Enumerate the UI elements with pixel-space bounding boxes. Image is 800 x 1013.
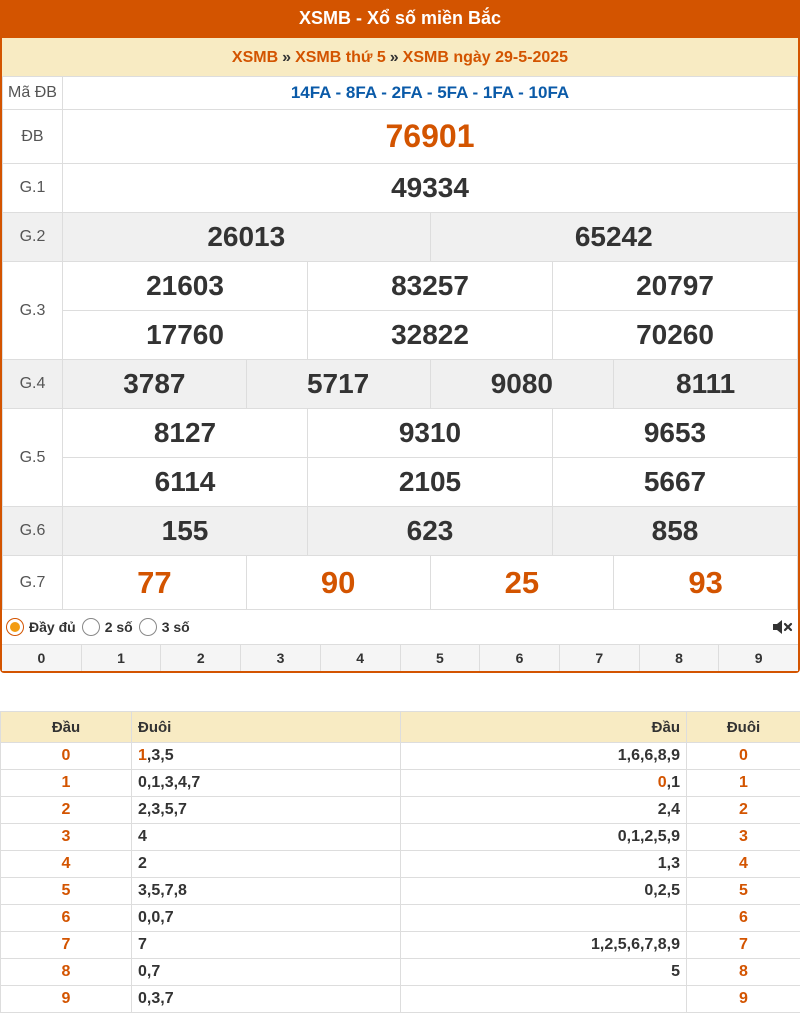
- breadcrumb-sep: »: [282, 49, 292, 66]
- prize-g5-number: 9653: [553, 409, 798, 458]
- display-options: [2, 610, 798, 644]
- loto-head-tail-table: [0, 711, 800, 1013]
- prize-g1-number: 49334: [63, 164, 798, 213]
- result-title: XSMB - Xổ số miền Bắc: [2, 0, 798, 38]
- table-row: [1, 932, 800, 959]
- prize-g4-number: 9080: [430, 360, 614, 409]
- head-digit: 0: [1, 743, 132, 770]
- breadcrumb-xsmb-date[interactable]: XSMB ngày 29-5-2025: [402, 49, 569, 66]
- prize-g7-number: 25: [430, 556, 614, 610]
- mute-icon[interactable]: [770, 615, 794, 639]
- option-full-label: Đầy đủ: [29, 619, 76, 635]
- result-table: [2, 76, 798, 610]
- head-values: [401, 797, 687, 824]
- head-values: [401, 770, 687, 797]
- table-row: [1, 878, 800, 905]
- table-row: [1, 743, 800, 770]
- prize-g3-number: 20797: [553, 262, 798, 311]
- prize-g5-number: 2105: [308, 458, 553, 507]
- tail-digit: 1: [687, 770, 800, 797]
- prize-g6-number: 623: [308, 507, 553, 556]
- tail-list: 0,7: [138, 963, 161, 980]
- digit-filter-8[interactable]: 8: [640, 645, 720, 671]
- digit-filter-9[interactable]: 9: [754, 650, 763, 666]
- head-values: [401, 743, 687, 770]
- option-two-label: 2 số: [104, 619, 133, 635]
- head-digit: 8: [1, 959, 132, 986]
- prize-g3-number: 21603: [63, 262, 308, 311]
- col-header-duoi: Đuôi: [687, 712, 800, 743]
- option-full[interactable]: [6, 618, 76, 636]
- prize-label-g5: G.5: [3, 409, 63, 507]
- breadcrumb: [2, 38, 798, 76]
- digit-filter-6[interactable]: 6: [480, 645, 560, 671]
- prize-g5-number: 5667: [553, 458, 798, 507]
- prize-g7-number: 77: [63, 556, 247, 610]
- tail-values: [132, 986, 401, 1013]
- head-values: [401, 932, 687, 959]
- head-digit: 9: [1, 986, 132, 1013]
- tail-list: 2,3,5,7: [138, 801, 187, 818]
- prize-g4-number: 3787: [63, 360, 247, 409]
- prize-label-db: ĐB: [3, 110, 63, 164]
- tail-values: [132, 743, 401, 770]
- tail-list: 7: [138, 936, 147, 953]
- tail-values: [132, 770, 401, 797]
- radio-three-digits[interactable]: [139, 618, 157, 636]
- tail-list: 2: [138, 855, 147, 872]
- head-digit: 7: [1, 932, 132, 959]
- head-digit: 4: [1, 851, 132, 878]
- prize-g4-number: 5717: [246, 360, 430, 409]
- prize-g6-number: 858: [553, 507, 798, 556]
- prize-db-number: 76901: [63, 110, 798, 164]
- head-list: 1,2,5,6,7,8,9: [591, 936, 680, 953]
- prize-g7-number: 93: [614, 556, 798, 610]
- head-highlight: 0: [657, 774, 667, 791]
- prize-g2-number: 26013: [63, 213, 431, 262]
- head-list: 1,6,6,8,9: [617, 747, 680, 764]
- tail-list: 0,3,7: [138, 990, 174, 1007]
- option-three-digits[interactable]: [139, 618, 190, 636]
- breadcrumb-xsmb-thu5[interactable]: XSMB thứ 5: [295, 49, 386, 66]
- head-values: [401, 851, 687, 878]
- head-values: [401, 905, 687, 932]
- head-digit: 1: [1, 770, 132, 797]
- tail-highlight: 1: [138, 747, 147, 764]
- tail-values: [132, 959, 401, 986]
- madb-value: 14FA - 8FA - 2FA - 5FA - 1FA - 10FA: [63, 77, 798, 110]
- head-values: [401, 824, 687, 851]
- prize-g3-number: 17760: [63, 311, 308, 360]
- tail-values: [132, 797, 401, 824]
- tail-list: 0,1,3,4,7: [138, 774, 201, 791]
- tail-digit: 8: [687, 959, 800, 986]
- head-values: [401, 959, 687, 986]
- head-list: ,1: [666, 774, 680, 791]
- option-two-digits[interactable]: [82, 618, 133, 636]
- digit-filter-bar: [2, 644, 798, 671]
- radio-full[interactable]: [6, 618, 24, 636]
- tail-values: [132, 824, 401, 851]
- prize-g3-number: 32822: [308, 311, 553, 360]
- head-list: 2,4: [657, 801, 680, 818]
- prize-g2-number: 65242: [430, 213, 798, 262]
- tail-digit: 6: [687, 905, 800, 932]
- head-digit: 6: [1, 905, 132, 932]
- table-row: [1, 824, 800, 851]
- head-list: 0,1,2,5,9: [617, 828, 680, 845]
- head-digit: 3: [1, 824, 132, 851]
- digit-filter-5[interactable]: 5: [401, 645, 481, 671]
- head-list: 5: [671, 963, 680, 980]
- digit-filter-0[interactable]: 0: [2, 645, 82, 671]
- prize-g5-number: 6114: [63, 458, 308, 507]
- head-digit: 5: [1, 878, 132, 905]
- digit-filter-1[interactable]: 1: [82, 645, 162, 671]
- breadcrumb-sep: »: [389, 49, 399, 66]
- tail-values: [132, 932, 401, 959]
- prize-label-g1: G.1: [3, 164, 63, 213]
- head-digit: 2: [1, 797, 132, 824]
- prize-label-g6: G.6: [3, 507, 63, 556]
- radio-two-digits[interactable]: [82, 618, 100, 636]
- tail-values: [132, 878, 401, 905]
- digit-filter-4[interactable]: 4: [321, 645, 401, 671]
- head-list: 0,2,5: [644, 882, 680, 899]
- col-header-duoi: Đuôi: [132, 712, 401, 743]
- table-row: [1, 905, 800, 932]
- head-list: 1,3: [657, 855, 680, 872]
- digit-filter-3[interactable]: 3: [241, 645, 321, 671]
- prize-g4-number: 8111: [614, 360, 798, 409]
- prize-g6-number: 155: [63, 507, 308, 556]
- madb-label: Mã ĐB: [3, 77, 63, 110]
- digit-filter-2[interactable]: 2: [161, 645, 241, 671]
- tail-digit: 9: [687, 986, 800, 1013]
- prize-g3-number: 83257: [308, 262, 553, 311]
- table-row: [1, 959, 800, 986]
- table-row: [1, 986, 800, 1013]
- tail-list: 3,5,7,8: [138, 882, 187, 899]
- option-three-label: 3 số: [161, 619, 190, 635]
- tail-digit: 3: [687, 824, 800, 851]
- col-header-dau: Đầu: [401, 712, 687, 743]
- prize-label-g4: G.4: [3, 360, 63, 409]
- tail-digit: 7: [687, 932, 800, 959]
- tail-digit: 4: [687, 851, 800, 878]
- tail-digit: 5: [687, 878, 800, 905]
- prize-g3-number: 70260: [553, 311, 798, 360]
- head-values: [401, 878, 687, 905]
- table-row: [1, 851, 800, 878]
- breadcrumb-xsmb[interactable]: XSMB: [231, 49, 279, 66]
- table-row: [1, 797, 800, 824]
- digit-filter-7[interactable]: 7: [560, 645, 640, 671]
- col-header-dau: Đầu: [1, 712, 132, 743]
- prize-label-g7: G.7: [3, 556, 63, 610]
- tail-digit: 2: [687, 797, 800, 824]
- prize-g5-number: 8127: [63, 409, 308, 458]
- tail-digit: 0: [687, 743, 800, 770]
- prize-g7-number: 90: [246, 556, 430, 610]
- tail-list: ,3,5: [146, 747, 174, 764]
- table-row: [1, 770, 800, 797]
- tail-values: [132, 851, 401, 878]
- prize-label-g3: G.3: [3, 262, 63, 360]
- tail-values: [132, 905, 401, 932]
- head-values: [401, 986, 687, 1013]
- tail-list: 4: [138, 828, 147, 845]
- prize-g5-number: 9310: [308, 409, 553, 458]
- tail-list: 0,0,7: [138, 909, 174, 926]
- prize-label-g2: G.2: [3, 213, 63, 262]
